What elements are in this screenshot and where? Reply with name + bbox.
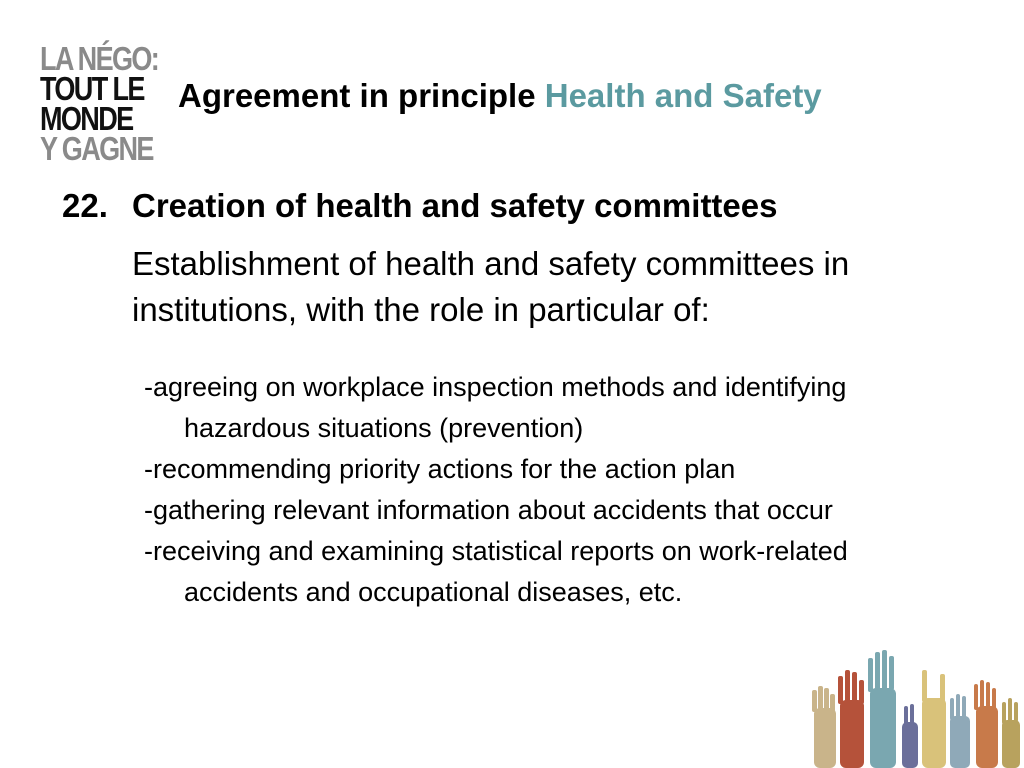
hand-shape [1002,698,1020,768]
hand-shape [902,704,918,768]
list-item: -agreeing on workplace inspection methods and identifying hazardous situations (prevention) [144,372,847,443]
list-item: -recommending priority actions for the action plan [144,454,736,484]
title-accent: Health and Safety [544,77,822,114]
hand-shape [950,694,970,768]
section-heading [62,184,777,228]
logo-line-1: LA NÉGO: [40,40,159,77]
list-item: -gathering relevant information about accidents that occur [144,495,833,525]
slide-title [178,74,822,118]
hand-shape [922,670,946,768]
raised-hands-icon [804,648,1024,768]
section-heading-text: Creation of health and safety committees [132,187,778,224]
title-main: Agreement in principle [178,77,536,114]
role-list [144,367,944,613]
section-intro: Establishment of health and safety committees in institutions, with the role in particular of: [132,245,850,328]
hand-shape [868,650,896,768]
section-number: 22. [62,187,108,224]
hand-shape [812,686,836,768]
logo [40,40,159,167]
list-item: -receiving and examining statistical reports on work-related accidents and occupational diseases, etc. [144,536,848,607]
logo-line-4: Y GAGNE [40,130,153,167]
hand-shape [838,670,864,768]
logo-line-2: TOUT LE [40,70,144,107]
logo-line-3: MONDE [40,100,133,137]
hand-shape [974,680,998,768]
